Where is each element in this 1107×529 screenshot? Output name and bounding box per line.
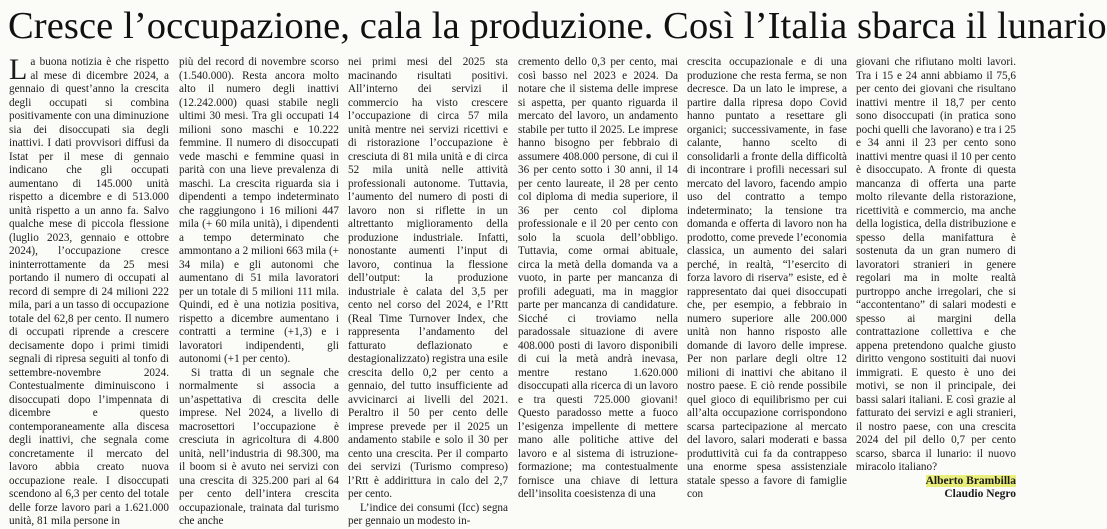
article-column-3 bbox=[348, 56, 508, 527]
author-name-highlight: Alberto Brambilla bbox=[925, 474, 1016, 487]
author-byline-2: Claudio Negro bbox=[944, 487, 1016, 500]
article-paragraph: crescita occupazionale e di una produzione che resta ferma, se non decresce. Da un lato le imprese, a partire dalla ripresa dopo Covid hanno puntato a resettare gli organici; successivamente, in fase calante, hanno scelto di consolidarli a fronte della difficoltà di incontrare i profili necessari sul mercato del lavoro, facendo ampio uso del contratto a tempo indeterminato; la tensione tra domanda e offerta di lavoro non ha prodotto, come prevede l’economia classica, un aumento dei salari perché, in realtà, “l’esercito di forza lavoro di riserva” esiste, ed è rappresentato dai quei disoccupati che, per esempio, a febbraio in numero superiore alle 200.000 unità non hanno risposto alle domande di lavoro delle imprese. Per non parlare degli oltre 12 milioni di inattivi che abitano il nostro paese. E ciò rende possibile quel gioco di equilibrismo per cui all’alta occupazione corrispondono scarsa partecipazione al mercato del lavoro, salari moderati e bassa produttività cui fa da contrappeso una enorme spesa assistenziale statale spesso a favore di famiglie con bbox=[687, 56, 847, 500]
article-headline: Cresce l’occupazione, cala la produzione. Così l’Italia sbarca il lunario bbox=[8, 5, 1107, 47]
article-paragraph: Si tratta di un segnale che normalmente si associa a un’aspettativa di crescita delle imprese. Nel 2024, a livello di macrosettori l’occupazione è cresciuta in agricoltura di 4.800 unità, nell’industria di 98.300, ma il boom si è avuto nei servizi con una crescita di 325.200 pari al 64 per cento dell’intera crescita occupazionale, trainata dal turismo che anche bbox=[179, 366, 339, 527]
article-body bbox=[9, 53, 1017, 527]
article-paragraph: L’indice dei consumi (Icc) segna per gennaio un modesto in- bbox=[348, 501, 508, 527]
article-column-4 bbox=[518, 56, 678, 500]
article-paragraph: più del record di novembre scorso (1.540.000). Resta ancora molto alto il numero degli inattivi (12.242.000) quasi stabile negli ultimi 30 mesi. Tra gli occupati 14 milioni sono maschi e 10.222 femmine. Il numero di disoccupati vede maschi e femmine quasi in parità con una lieve prevalenza di maschi. La crescita riguarda sia i dipendenti a tempo indeterminato che raggiungono i 16 milioni 447 mila (+ 60 mila unità), i dipendenti a tempo determinato che ammontano a 2 milioni 663 mila (+ 34 mila) e gli autonomi che aumentano di 51 mila lavoratori per un totale di 5 milioni 111 mila. Quindi, ed è una notizia positiva, rispetto a dicembre aumentano i contratti a termine (+1,3) e i lavoratori indipendenti, gli autonomi (+1 per cento). bbox=[179, 56, 339, 365]
article-paragraph: cremento dello 0,3 per cento, mai così basso nel 2023 e 2024. Da notare che il sistema delle imprese si aspetta, per quanto riguarda il mercato del lavoro, un andamento stabile per tutto il 2025. Le imprese hanno bisogno per febbraio di assumere 408.000 persone, di cui il 36 per cento sotto i 30 anni, il 14 per cento laureate, il 28 per cento col diploma di media superiore, il 36 per cento col diploma professionale e il 20 per cento con solo la scuola dell’obbligo. Tuttavia, come ormai abituale, circa la metà della domanda va a vuoto, in parte per mancanza di profili adeguati, ma in maggior parte per mancanza di candidature. Sicché ci troviamo nella paradossale situazione di avere 408.000 posti di lavoro disponibili di cui la metà andrà inevasa, mentre restano 1.620.000 disoccupati alla ricerca di un lavoro e tra questi 725.000 giovani! Questo paradosso mette a fuoco l’esigenza impellente di mettere mano alle politiche attive del lavoro e al sistema di istruzione-formazione; ma contestualmente fornisce una chiave di lettura dell’insolita coesistenza di una bbox=[518, 56, 678, 500]
article-column-2 bbox=[179, 56, 339, 527]
article-paragraph: nei primi mesi del 2025 sta macinando risultati positivi. All’interno dei servizi il commercio ha visto crescere l’occupazione di circa 57 mila unità mentre nei servizi ricettivi e di ristorazione l’occupazione è cresciuta di 81 mila unità e di circa 52 mila unità nelle attività professionali autonome. Tuttavia, l’aumento del numero di posti di lavoro non si riflette in un altrettanto miglioramento della produzione industriale. Infatti, nonostante aumenti l’input di lavoro, continua la flessione dell’output: la produzione industriale è calata del 3,5 per cento nel corso del 2024, e l’Rtt (Real Time Turnover Index, che rappresenta l’andamento del fatturato deflazionato e destagionalizzato) registra una esile crescita dello 0,2 per cento a gennaio, del tutto insufficiente ad avvicinarci ai livelli del 2021. Peraltro il 50 per cento delle imprese prevede per il 2025 un andamento stabile e solo il 30 per cento una crescita. Per il comparto dei servizi (Turismo compreso) l’Rtt è addirittura in calo del 2,7 per cento. bbox=[348, 56, 508, 500]
article-column-1 bbox=[9, 53, 169, 527]
article-paragraph: giovani che rifiutano molti lavori. Tra i 15 e 24 anni abbiamo il 75,6 per cento dei giovani che risultano inattivi mentre il 18,7 per cento sono disoccupati (in pratica sono pochi quelli che lavorano) e tra i 25 e 34 anni il 23 per cento sono inattivi mentre quasi il 10 per cento è disoccupato. A fronte di questa mancanza di offerta una parte molto rilevante della ristorazione, ricettività e commercio, ma anche della logistica, della distribuzione e spesso della manifattura è sostenuta da un gran numero di lavoratori stranieri in genere regolari ma in molte realtà purtroppo anche irregolari, che si “accontentano” di salari modesti e spesso ai margini della contrattazione collettiva e che appena pretendono qualche giusto diritto vengono sostituiti dai nuovi immigrati. E questo è uno dei motivi, se non il principale, dei bassi salari italiani. E così grazie al fatturato dei servizi e agli stranieri, il nostro paese, con una crescita 2024 del pil dello 0,7 per cento scarso, sbarca il lunario: il nuovo miracolo italiano? bbox=[856, 56, 1016, 473]
article-column-6 bbox=[856, 56, 1016, 500]
article-column-5 bbox=[687, 56, 847, 500]
author-byline-1 bbox=[856, 475, 1016, 488]
article-paragraph: La buona notizia è che rispetto al mese di dicembre 2024, a gennaio di quest’anno la crescita degli occupati si combina positivamente con una diminuzione sia dei disoccupati sia degli inattivi. I dati provvisori diffusi da Istat per il mese di gennaio indicano che gli occupati aumentano di 145.000 unità rispetto a dicembre e di 513.000 unità rispetto a un anno fa. Salvo qualche mese di piccola flessione (luglio 2023, gennaio e ottobre 2024), l’occupazione cresce ininterrottamente da 25 mesi portando il numero di occupati al record di sempre di 24 milioni 222 mila, pari a un tasso di occupazione totale del 62,8 per cento. Il numero di occupati riprende a crescere decisamente dopo i primi timidi segnali di ripresa seguiti al tonfo di settembre-novembre 2024. Contestualmente diminuiscono i disoccupati dopo l’impennata di dicembre e questo contemporaneamente alla discesa degli inattivi, che segnala come concretamente il mercato del lavoro abbia creato nuova occupazione reale. I disoccupati scendono al 6,3 per cento del totale delle forze lavoro pari a 1.621.000 unità, 81 mila persone in bbox=[9, 53, 169, 527]
